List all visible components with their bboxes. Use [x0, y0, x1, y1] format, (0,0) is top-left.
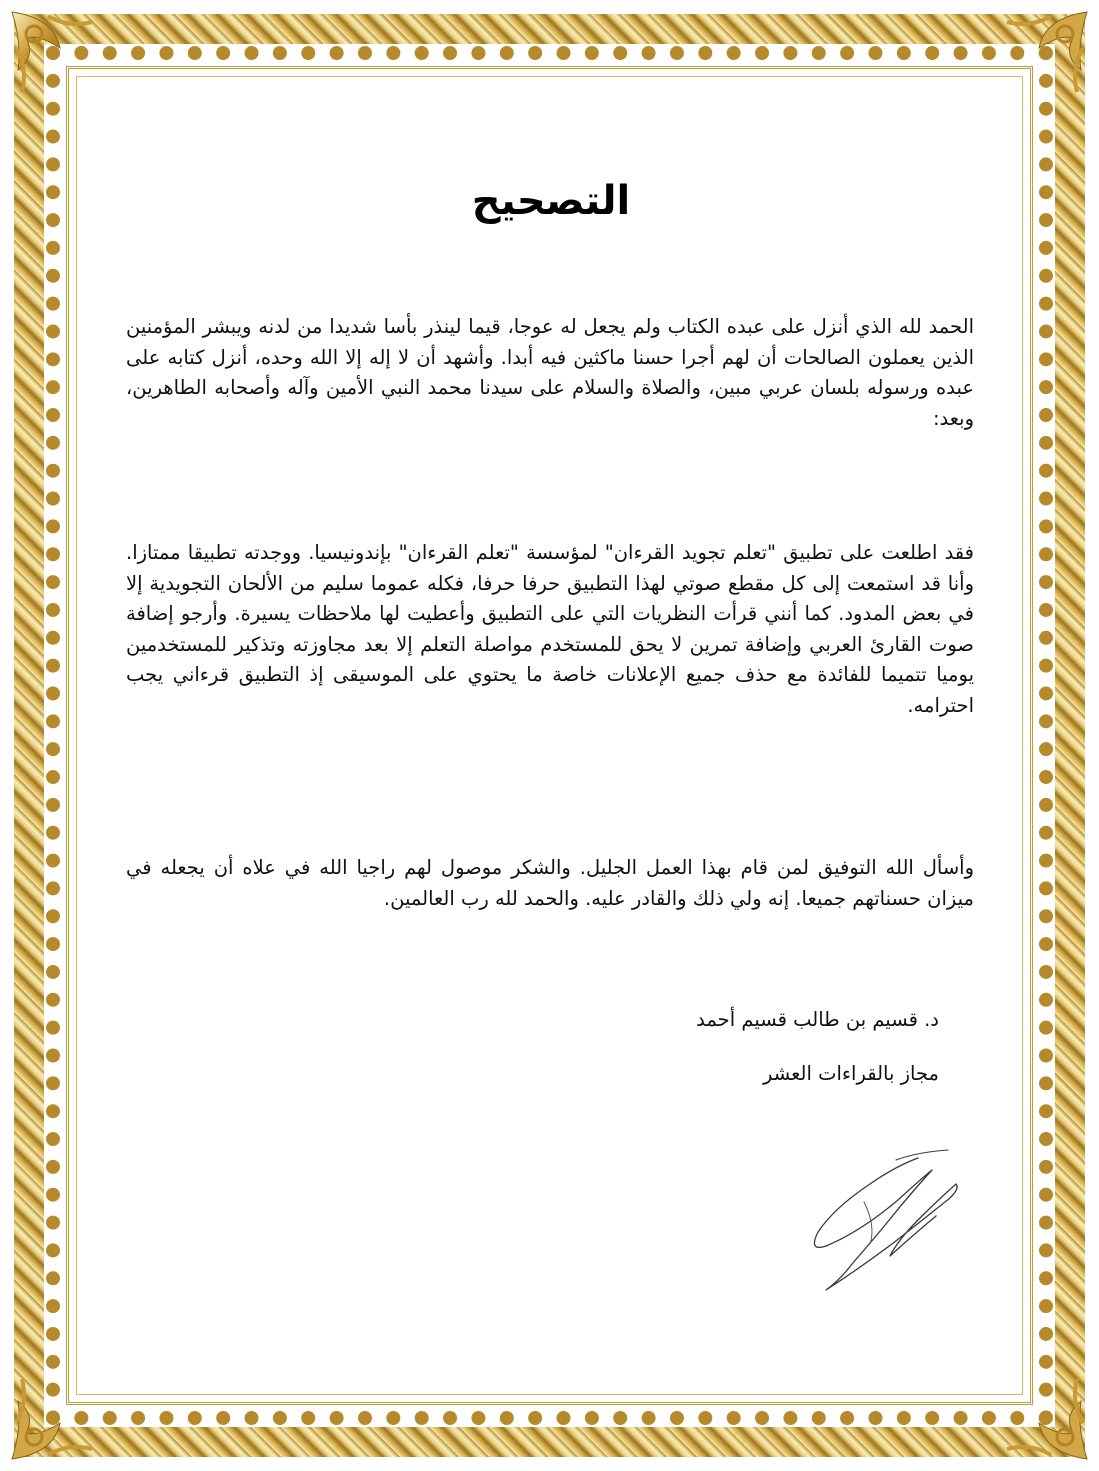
handwritten-signature-icon	[800, 1140, 970, 1300]
frame-corner-ornament-icon	[8, 1371, 100, 1463]
paragraph-closing: وأسأل الله التوفيق لمن قام بهذا العمل الجليل. والشكر موصول لهم راجيا الله في علاه أن يجعله في ميزان حسناتهم جميعا. إنه ولي ذلك والقادر عليه. والحمد لله رب العالمين.	[126, 856, 974, 910]
signatory-name: د. قسيم بن طالب قسيم أحمد	[696, 1008, 939, 1031]
paragraph-review: فقد اطلعت على تطبيق "تعلم تجويد القرءان" لمؤسسة "تعلم القرءان" بإندونيسيا. ووجدته تطبيقا ممتازا. وأنا قد استمعت إلى كل مقطع صوتي لهذا التطبيق حرفا حرفا، فكله عموما سليم من الألحان التجويدية إلا في بعض المدود. كما أنني قرأت النظريات التي على التطبيق وأعطيت لها ملاحظات يسيرة. وأرجو إضافة صوت القارئ العربي وإضافة تمرين لا يحق للمستخدم مواصلة التعلم إلا بعد مجاوزته وتذكير للمستخدمين يوميا تتميما للفائدة مع حذف جميع الإعلانات خاصة ما يحتوي على الموسيقى إذ التطبيق قرءاني يجب احترامه.	[126, 541, 974, 717]
frame-corner-ornament-icon	[8, 8, 100, 100]
frame-corner-ornament-icon	[999, 1371, 1091, 1463]
frame-corner-ornament-icon	[999, 8, 1091, 100]
paragraph-opening: الحمد لله الذي أنزل على عبده الكتاب ولم يجعل له عوجا، قيما لينذر بأسا شديدا من لدنه ويبشر المؤمنين الذين يعملون الصالحات أن لهم أجرا حسنا ماكثين فيه أبدا. وأشهد أن لا إله إلا الله وحده، أنزل كتابه على عبده ورسوله بلسان عربي مبين، والصلاة والسلام على سيدنا محمد النبي الأمين وآله وأصحابه الطاهرين، وبعد:	[126, 315, 974, 430]
signatory-role: مجاز بالقراءات العشر	[762, 1062, 939, 1085]
document-title: التصحيح	[471, 178, 631, 224]
